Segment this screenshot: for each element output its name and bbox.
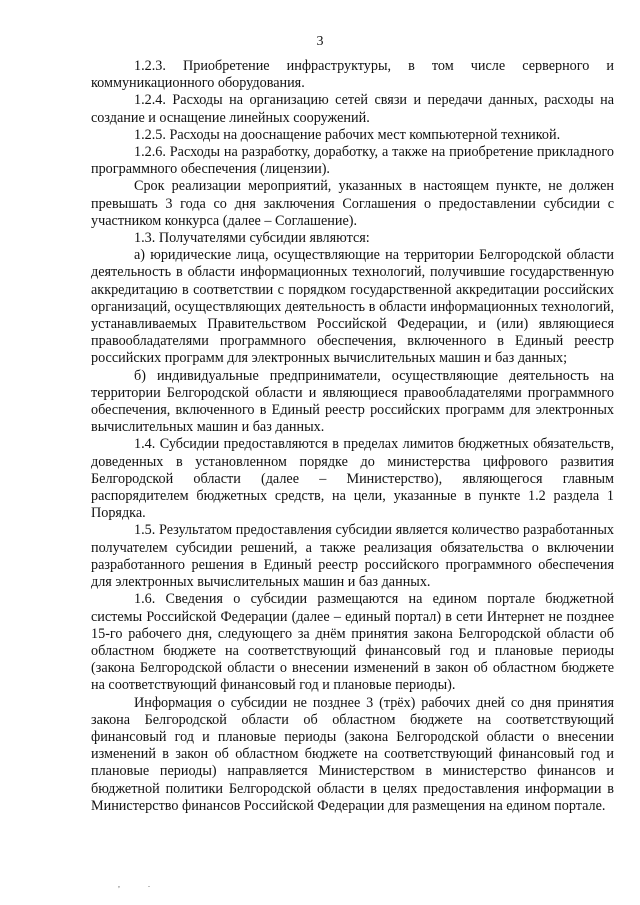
paragraph-1-6: 1.6. Сведения о субсидии размещаются на едином портале бюджетной системы Российской Федерации (далее – единый портал) в сети Интернет не позднее 15-го рабочего дня, следующего за днём принятия закона Белгородской области об областном бюджете на соответствующий финансовый год и плановые периоды (закона Белгородской области о внесении изменений в закон об областном бюджете на соответствующий финансовый год и плановые периоды). xyxy=(91,591,614,694)
paragraph-1-4: 1.4. Субсидии предоставляются в пределах лимитов бюджетных обязательств, доведенных в установленном порядке до министерства цифрового развития Белгородской области (далее – Министерство), являющегося главным распорядителем бюджетных средств, на цели, указанные в пункте 1.2 раздела 1 Порядка. xyxy=(91,436,614,522)
paragraph-1-2-3: 1.2.3. Приобретение инфраструктуры, в том числе серверного и коммуникационного оборудования. xyxy=(91,58,614,92)
paragraph-1-2-5: 1.2.5. Расходы на дооснащение рабочих мест компьютерной техникой. xyxy=(134,126,561,143)
paragraph-information: Информация о субсидии не позднее 3 (трёх) рабочих дней со дня принятия закона Белгородской области об областном бюджете на соответствующий финансовый год и плановые периоды (закона Белгородской области о внесении изменений в закон об областном бюджете на соответствующий финансовый год и плановые периоды) направляется Министерством в министерство финансов и бюджетной политики Белгородской области в целях предоставления информации в Министерство финансов Российской Федерации для размещения на едином портале. xyxy=(91,694,614,814)
document-body xyxy=(91,58,614,815)
paragraph-1-5: 1.5. Результатом предоставления субсидии является количество разработанных получателем субсидии решений, а также реализация обязательства о включении разработанного решения в Единый реестр российского программного обеспечения для электронных вычислительных машин и баз данных. xyxy=(91,522,614,591)
paragraph-1-3-b: б) индивидуальные предприниматели, осуществляющие деятельность на территории Белгородской области и являющиеся правообладателями программного обеспечения, включенного в Единый реестр российских программ для электронных вычислительных машин и баз данных. xyxy=(91,367,614,436)
scan-marks-decoration: , . xyxy=(118,880,150,889)
paragraph-deadline: Срок реализации мероприятий, указанных в настоящем пункте, не должен превышать 3 года со дня заключения Соглашения о предоставлении субсидии с участником конкурса (далее – Соглашение). xyxy=(91,178,614,229)
paragraph-1-3-a: а) юридические лица, осуществляющие на территории Белгородской области деятельность в области информационных технологий, получившие государственную аккредитацию в соответствии с порядком государственной аккредитации российских организаций, осуществляющих деятельность в области информационных технологий, устанавливаемых Правительством Российской Федерации, и (или) являющиеся правообладателями программного обеспечения, включенного в Единый реестр российских программ для электронных вычислительных машин и баз данных; xyxy=(91,247,614,367)
paragraph-1-3: 1.3. Получателями субсидии являются: xyxy=(134,230,370,247)
paragraph-1-2-4: 1.2.4. Расходы на организацию сетей связи и передачи данных, расходы на создание и оснащение линейных сооружений. xyxy=(91,92,614,126)
paragraph-1-2-6: 1.2.6. Расходы на разработку, доработку, а также на приобретение прикладного программного обеспечения (лицензии). xyxy=(91,144,614,178)
page-number: 3 xyxy=(316,34,324,49)
